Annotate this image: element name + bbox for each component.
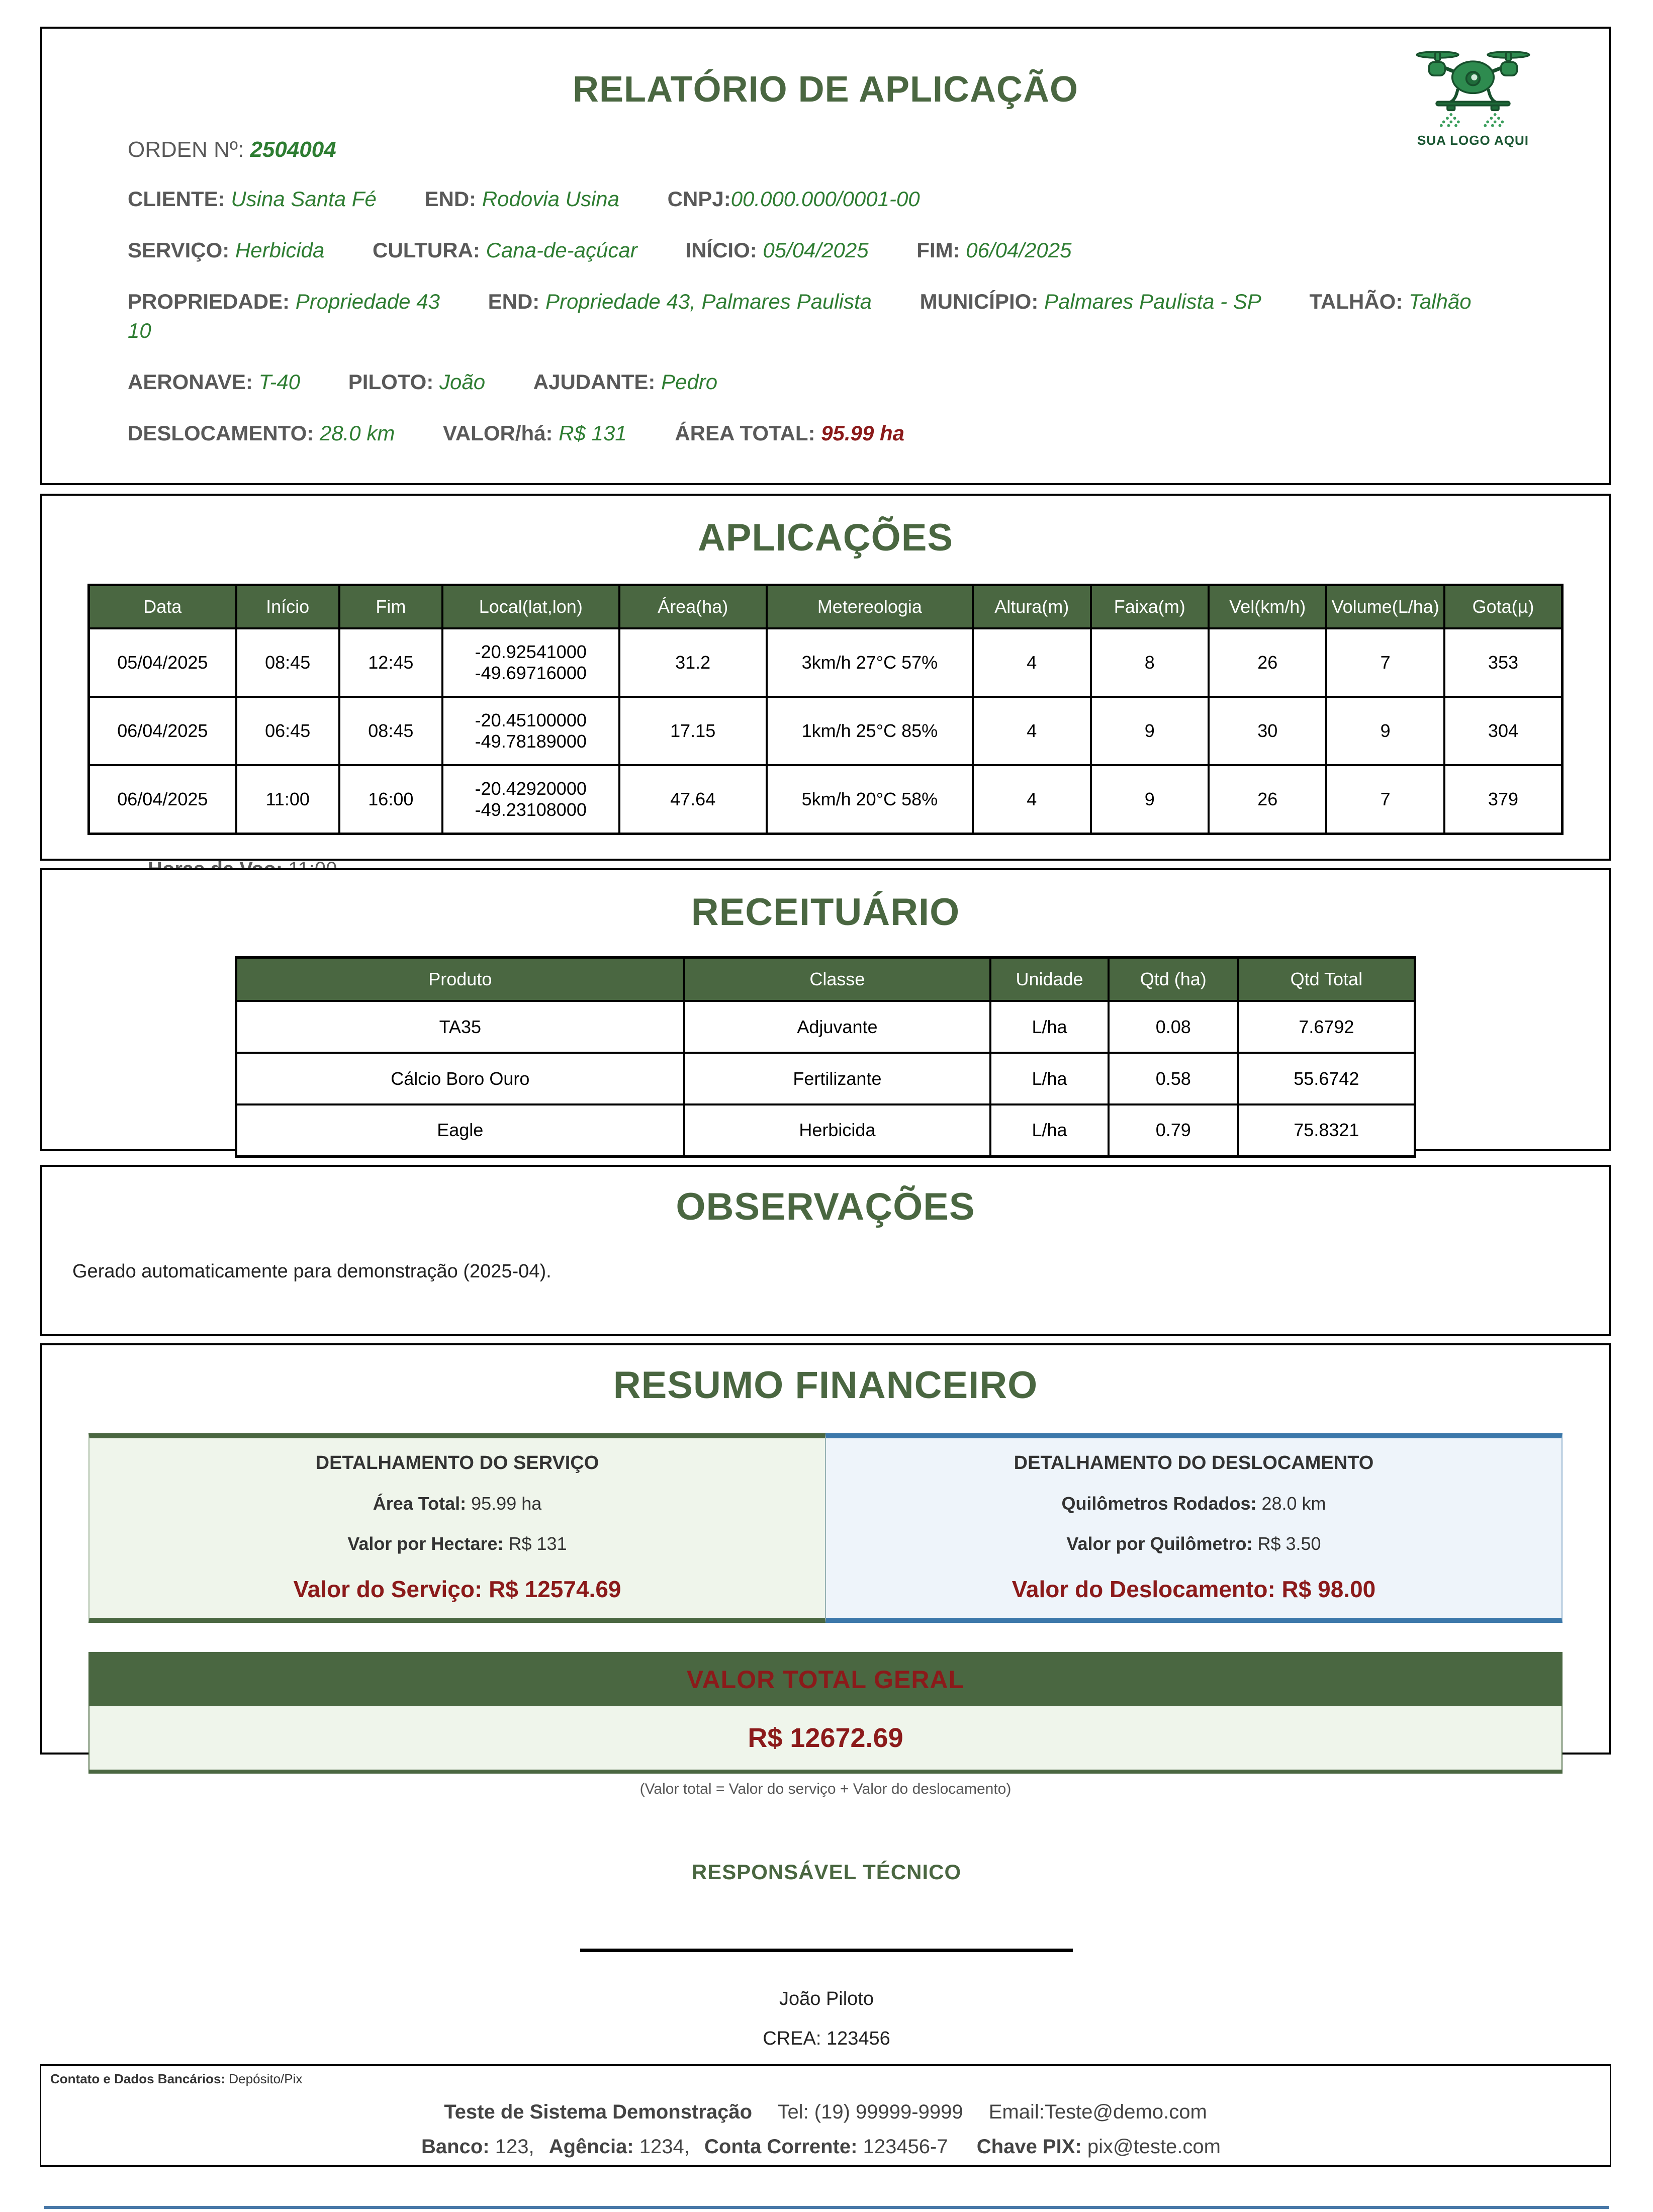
col-altura: Altura(m) [973,585,1090,629]
client-line [128,185,1523,214]
cell-unidade: L/ha [990,1001,1109,1053]
cell-produto: Cálcio Boro Ouro [236,1053,684,1104]
receituario-title: RECEITUÁRIO [691,891,960,934]
table-row [236,1104,1415,1156]
pix-value: pix@teste.com [1087,2136,1221,2158]
cell-faixa: 9 [1091,697,1209,765]
col-volume: Volume(L/ha) [1326,585,1444,629]
logo-caption: SUA LOGO AQUI [1417,133,1529,148]
cell-gota: 304 [1444,697,1563,765]
table-row [89,628,1563,697]
valor-ha-value: R$ 131 [559,421,627,445]
pix-label: Chave PIX: [976,2136,1082,2158]
area-total-value: 95.99 ha [471,1493,542,1514]
detail-cards [88,1433,1563,1623]
cell-unidade: L/ha [990,1053,1109,1104]
cell-unidade: L/ha [990,1104,1109,1156]
valor-km-label: Valor por Quilômetro: [1066,1533,1253,1554]
cell-gota: 353 [1444,628,1563,697]
end-value: Rodovia Usina [482,187,619,211]
col-local: Local(lat,lon) [442,585,619,629]
logo [1398,44,1548,148]
lon: -49.78189000 [475,731,587,752]
cell-qtd-ha: 0.58 [1109,1053,1238,1104]
inicio-label: INÍCIO: [685,238,757,262]
cell-classe: Herbicida [684,1104,991,1156]
cell-volume: 7 [1326,628,1444,697]
ajudante-value: Pedro [661,370,718,394]
deslocamento-card-title: DETALHAMENTO DO DESLOCAMENTO [1014,1452,1374,1473]
valor-hectare-line [100,1533,815,1554]
cell-fim: 16:00 [339,765,442,834]
valor-ha-label: VALOR/há: [442,421,553,445]
col-qtd-total: Qtd Total [1238,958,1415,1001]
signature-line [580,1949,1073,1952]
end2-label: END: [488,290,540,313]
valor-total-note: (Valor total = Valor do serviço + Valor do deslocamento) [639,1781,1012,1797]
col-gota: Gota(µ) [1444,585,1563,629]
cell-data: 06/04/2025 [89,765,236,834]
company-line [50,2101,1601,2124]
cell-classe: Fertilizante [684,1053,991,1104]
cell-faixa: 9 [1091,765,1209,834]
responsavel-crea: CREA: 123456 [763,2028,890,2049]
service-line [128,236,1523,265]
col-classe: Classe [684,958,991,1001]
conta-label: Conta Corrente: [704,2136,858,2158]
deslocamento-label: DESLOCAMENTO: [128,421,314,445]
col-data: Data [89,585,236,629]
table-row [236,1053,1415,1104]
cell-fim: 08:45 [339,697,442,765]
company-email: Email:Teste@demo.com [988,2101,1207,2123]
table-row [236,1001,1415,1053]
cell-qtd-total: 55.6742 [1238,1053,1415,1104]
cell-qtd-total: 75.8321 [1238,1104,1415,1156]
valor-km-value: R$ 3.50 [1257,1533,1321,1554]
cell-meteo: 1km/h 25°C 85% [767,697,973,765]
cell-area: 47.64 [619,765,767,834]
responsavel-block [0,1860,1653,2050]
order-value: 2504004 [250,137,336,162]
servico-card [88,1433,825,1623]
company-phone: Tel: (19) 99999-9999 [777,2101,963,2123]
km-rodados-label: Quilômetros Rodados: [1061,1493,1257,1514]
col-vel: Vel(km/h) [1209,585,1326,629]
page-title: RELATÓRIO DE APLICAÇÃO [573,69,1078,110]
piloto-label: PILOTO: [348,370,434,394]
ajudante-label: AJUDANTE: [533,370,656,394]
cultura-value: Cana-de-açúcar [486,238,637,262]
aeronave-value: T-40 [258,370,301,394]
cell-qtd-total: 7.6792 [1238,1001,1415,1053]
aplicacoes-title: APLICAÇÕES [697,516,954,559]
order-number-line [128,137,1523,162]
deslocamento-value: 28.0 km [319,421,395,445]
cell-inicio: 08:45 [236,628,339,697]
col-faixa: Faixa(m) [1091,585,1209,629]
totals-line [128,419,1523,448]
header-section [40,27,1611,485]
banco-label: Banco: [421,2136,490,2158]
end-label: END: [424,187,477,211]
cultura-label: CULTURA: [373,238,480,262]
responsavel-title: RESPONSÁVEL TÉCNICO [691,1860,962,1884]
cliente-label: CLIENTE: [128,187,225,211]
valor-deslocamento-total [836,1576,1551,1603]
area-total-line [100,1493,815,1514]
cell-produto: Eagle [236,1104,684,1156]
area-total-value: 95.99 ha [821,421,904,445]
cell-altura: 4 [973,697,1090,765]
propriedade-value: Propriedade 43 [295,290,440,313]
table-row [89,765,1563,834]
deslocamento-card [825,1433,1563,1623]
valor-hectare-value: R$ 131 [508,1533,567,1554]
cell-fim: 12:45 [339,628,442,697]
resumo-section [40,1343,1611,1797]
contact-label: Contato e Dados Bancários: [50,2071,226,2086]
table-header-row [89,585,1563,629]
valor-hectare-label: Valor por Hectare: [347,1533,504,1554]
cell-area: 31.2 [619,628,767,697]
valor-deslocamento-label: Valor do Deslocamento: [1012,1576,1275,1602]
cell-local [442,697,619,765]
lon: -49.23108000 [475,799,587,820]
banco-value: 123, [495,2136,534,2158]
contact-value: Depósito/Pix [229,2071,303,2086]
valor-servico-total [100,1576,815,1603]
lat: -20.92541000 [475,641,587,662]
fim-label: FIM: [916,238,960,262]
col-area: Área(ha) [619,585,767,629]
responsavel-name: João Piloto [779,1988,874,2009]
agencia-label: Agência: [548,2136,634,2158]
cell-vel: 26 [1209,628,1326,697]
cell-produto: TA35 [236,1001,684,1053]
valor-deslocamento-value: R$ 98.00 [1281,1576,1376,1602]
cnpj-label: CNPJ: [667,187,731,211]
km-rodados-value: 28.0 km [1261,1493,1326,1514]
valor-total-box [88,1652,1563,1774]
valor-km-line [836,1533,1551,1554]
cell-volume: 9 [1326,697,1444,765]
contact-bank-line [50,2071,1601,2087]
fim-value: 06/04/2025 [966,238,1072,262]
aplicacoes-section [40,494,1611,861]
cnpj-value: 00.000.000/0001-00 [730,187,920,211]
drone-logo-icon [1408,44,1538,129]
aircraft-line [128,367,1523,397]
col-meteo: Metereologia [767,585,973,629]
cell-altura: 4 [973,628,1090,697]
municipio-label: MUNICÍPIO: [920,290,1039,313]
agencia-value: 1234, [639,2136,690,2158]
valor-servico-value: R$ 12574.69 [489,1576,621,1602]
talhao-value: Talhão 10 [128,290,1472,342]
observacoes-text: Gerado automaticamente para demonstração (2025-04). [72,1261,552,1282]
cell-inicio: 06:45 [236,697,339,765]
propriedade-label: PROPRIEDADE: [128,290,290,313]
cliente-value: Usina Santa Fé [231,187,377,211]
receituario-section [40,868,1611,1151]
cell-vel: 30 [1209,697,1326,765]
inicio-value: 05/04/2025 [763,238,869,262]
area-total-label: Área Total: [373,1493,467,1514]
cell-qtd-ha: 0.08 [1109,1001,1238,1053]
cell-area: 17.15 [619,697,767,765]
col-unidade: Unidade [990,958,1109,1001]
valor-total-header: VALOR TOTAL GERAL [89,1653,1562,1706]
servico-value: Herbicida [235,238,325,262]
col-produto: Produto [236,958,684,1001]
cell-meteo: 3km/h 27°C 57% [767,628,973,697]
company-name: Teste de Sistema Demonstração [444,2101,753,2123]
col-qtd-ha: Qtd (ha) [1109,958,1238,1001]
cell-vel: 26 [1209,765,1326,834]
cell-classe: Adjuvante [684,1001,991,1053]
servico-label: SERVIÇO: [128,238,230,262]
cell-faixa: 8 [1091,628,1209,697]
cell-local [442,765,619,834]
valor-total-value: R$ 12672.69 [89,1706,1562,1770]
valor-servico-label: Valor do Serviço: [293,1576,483,1602]
cell-gota: 379 [1444,765,1563,834]
table-row [89,697,1563,765]
observacoes-title: OBSERVAÇÕES [676,1185,975,1228]
order-label: ORDEN Nº: [128,137,244,162]
cell-local [442,628,619,697]
servico-card-title: DETALHAMENTO DO SERVIÇO [315,1452,599,1473]
cell-altura: 4 [973,765,1090,834]
table-header-row [236,958,1415,1001]
observacoes-section [40,1165,1611,1336]
footer-section [40,2064,1611,2167]
aeronave-label: AERONAVE: [128,370,253,394]
lat: -20.45100000 [475,710,587,730]
resumo-title: RESUMO FINANCEIRO [613,1364,1038,1407]
bottom-accent-line [44,2206,1609,2209]
cell-volume: 7 [1326,765,1444,834]
km-rodados-line [836,1493,1551,1514]
lon: -49.69716000 [475,663,587,683]
lat: -20.42920000 [475,778,587,799]
cell-inicio: 11:00 [236,765,339,834]
col-fim: Fim [339,585,442,629]
talhao-label: TALHÃO: [1309,290,1403,313]
col-inicio: Início [236,585,339,629]
bank-line [50,2136,1601,2158]
aplicacoes-table [87,584,1564,835]
conta-value: 123456-7 [863,2136,948,2158]
cell-qtd-ha: 0.79 [1109,1104,1238,1156]
area-total-label: ÁREA TOTAL: [675,421,815,445]
cell-meteo: 5km/h 20°C 58% [767,765,973,834]
cell-data: 05/04/2025 [89,628,236,697]
cell-data: 06/04/2025 [89,697,236,765]
receituario-table [235,956,1416,1158]
end2-value: Propriedade 43, Palmares Paulista [545,290,872,313]
piloto-value: João [439,370,486,394]
property-line [128,287,1523,345]
municipio-value: Palmares Paulista - SP [1044,290,1261,313]
